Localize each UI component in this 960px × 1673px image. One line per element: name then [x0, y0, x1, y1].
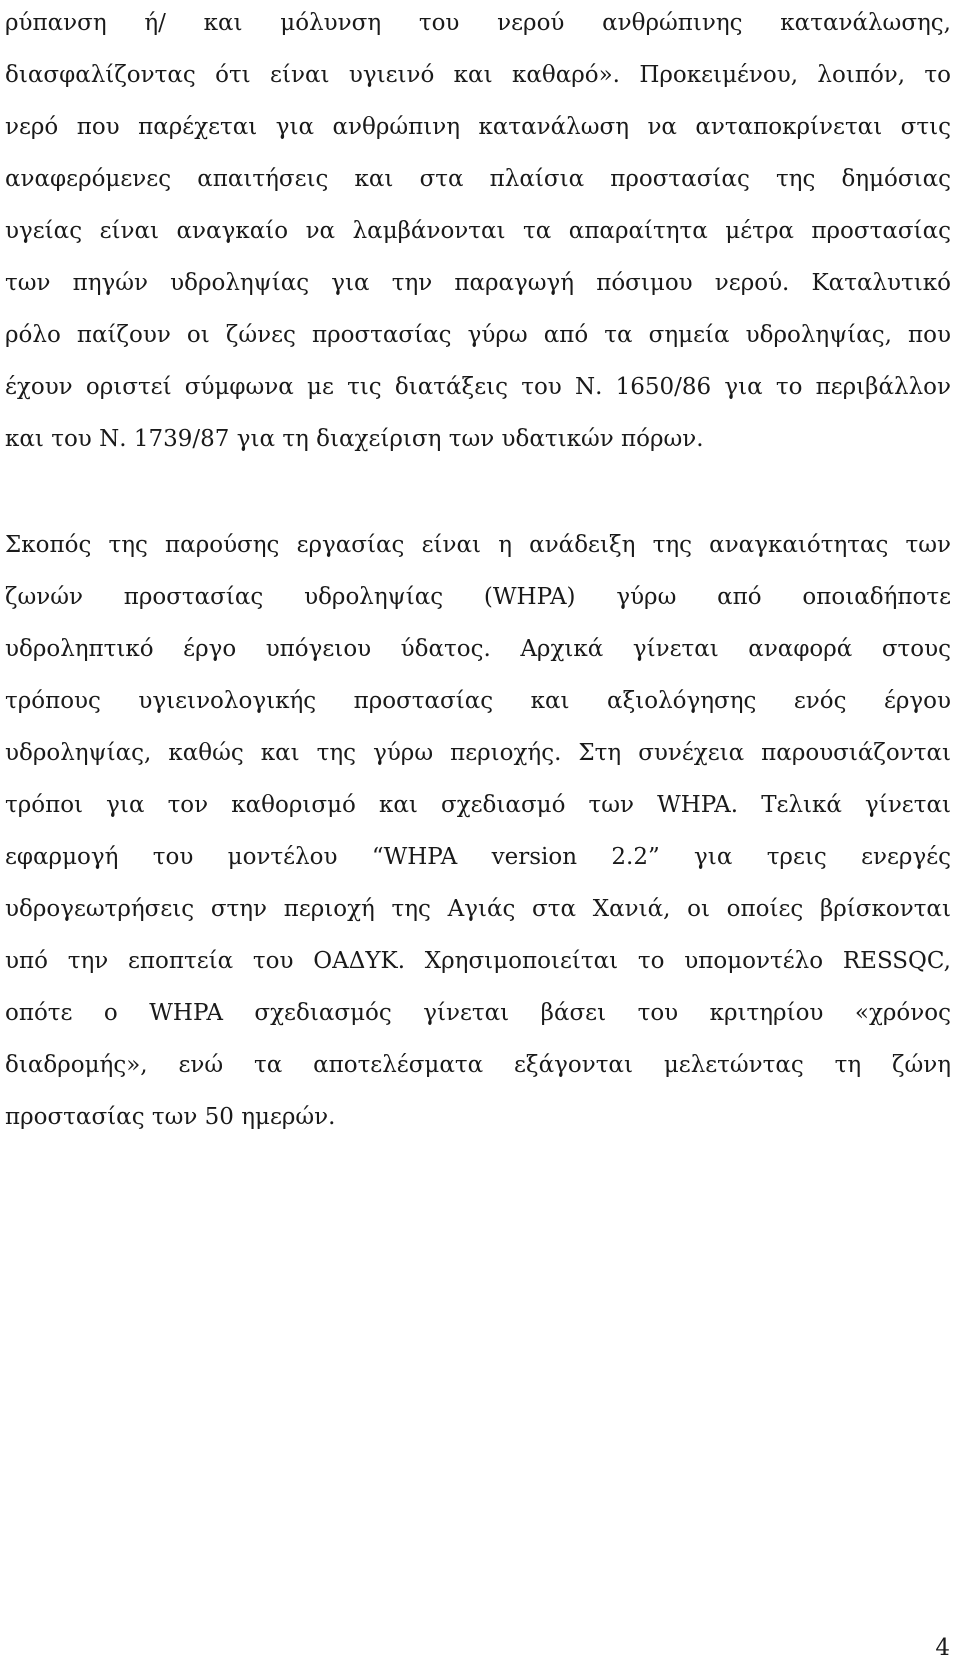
paragraph-line: οπότε ο WHPA σχεδιασμός γίνεται βάσει του κριτηρίου «χρόνος [5, 1000, 951, 1026]
paragraph-line: διασφαλίζοντας ότι είναι υγιεινό και καθαρό». Προκειμένου, λοιπόν, το [5, 62, 951, 88]
paragraph-line: τρόπους υγιεινολογικής προστασίας και αξιολόγησης ενός έργου [5, 688, 951, 714]
paragraph-line: υδρογεωτρήσεις στην περιοχή της Αγιάς στα Χανιά, οι οποίες βρίσκονται [5, 896, 951, 922]
paragraph-line: προστασίας των 50 ημερών. [5, 1104, 336, 1130]
paragraph-line: υγείας είναι αναγκαίο να λαμβάνονται τα απαραίτητα μέτρα προστασίας [5, 218, 951, 244]
paragraph-line: ρύπανση ή/ και μόλυνση του νερού ανθρώπινης κατανάλωσης, [5, 10, 951, 36]
paragraph-line: διαδρομής», ενώ τα αποτελέσματα εξάγονται μελετώντας τη ζώνη [5, 1052, 951, 1078]
paragraph-line: ρόλο παίζουν οι ζώνες προστασίας γύρω από τα σημεία υδροληψίας, που [5, 322, 951, 348]
paragraph-line: υπό την εποπτεία του ΟΑΔΥΚ. Χρησιμοποιείται το υπομοντέλο RESSQC, [5, 948, 951, 974]
paragraph-line: υδροληπτικό έργο υπόγειου ύδατος. Αρχικά γίνεται αναφορά στους [5, 636, 951, 662]
paragraph-line: τρόποι για τον καθορισμό και σχεδιασμό των WHPA. Τελικά γίνεται [5, 792, 951, 818]
paragraph-line: υδροληψίας, καθώς και της γύρω περιοχής. Στη συνέχεια παρουσιάζονται [5, 740, 951, 766]
paragraph-line: των πηγών υδροληψίας για την παραγωγή πόσιμου νερού. Καταλυτικό [5, 270, 951, 296]
paragraph-line: Σκοπός της παρούσης εργασίας είναι η ανάδειξη της αναγκαιότητας των [5, 532, 951, 558]
paragraph-line: αναφερόμενες απαιτήσεις και στα πλαίσια προστασίας της δημόσιας [5, 166, 951, 192]
paragraph-line: εφαρμογή του μοντέλου “WHPA version 2.2” για τρεις ενεργές [5, 844, 951, 870]
paragraph-line: και του Ν. 1739/87 για τη διαχείριση των υδατικών πόρων. [5, 426, 704, 452]
paragraph-line: ζωνών προστασίας υδροληψίας (WHPA) γύρω από οποιαδήποτε [5, 584, 951, 610]
paragraph-line: νερό που παρέχεται για ανθρώπινη κατανάλωση να ανταποκρίνεται στις [5, 114, 951, 140]
paragraph-line: έχουν οριστεί σύμφωνα με τις διατάξεις του Ν. 1650/86 για το περιβάλλον [5, 374, 951, 400]
page-number: 4 [935, 1635, 950, 1661]
